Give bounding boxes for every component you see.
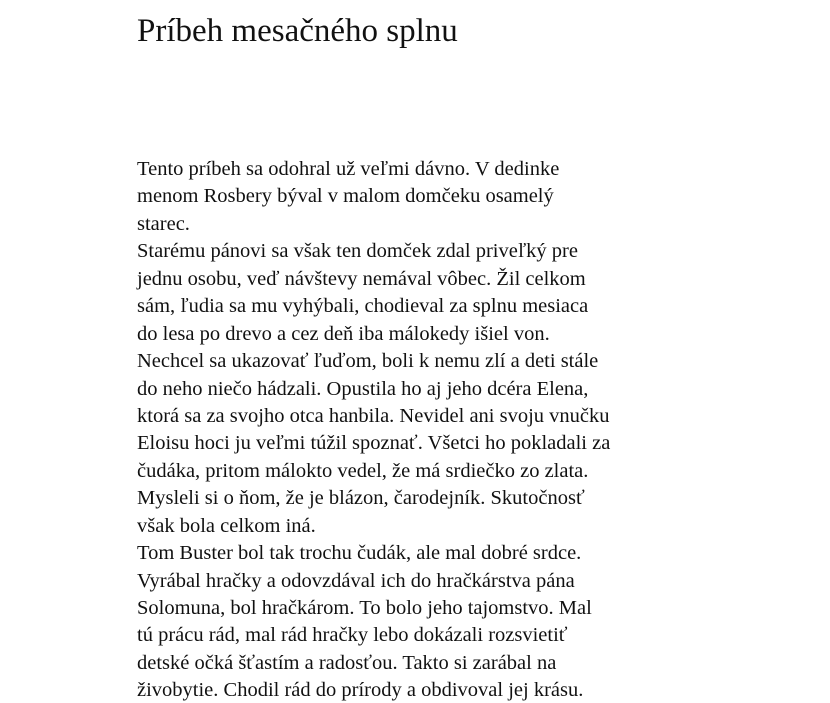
text-line: však bola celkom iná. [137,514,316,537]
text-line: čudáka, pritom málokto vedel, že má srdiečko zo zlata. [137,459,589,482]
text-line: Solomuna, bol hračkárom. To bolo jeho tajomstvo. Mal [137,597,592,619]
text-line: starec. [137,212,190,235]
text-line: tú prácu rád, mal rád hračky lebo dokázali rozsvietiť [137,624,568,647]
text-line: Nechcel sa ukazovať ľuďom, boli k nemu zlí a deti stále [137,350,599,373]
text-line: Tom Buster bol tak trochu čudák, ale mal dobré srdce. [137,542,582,565]
text-line: do lesa po drevo a cez deň iba málokedy išiel von. [137,322,550,345]
text-line: Tento príbeh sa odohral už veľmi dávno. V dedinke [137,158,560,180]
text-line: do neho niečo hádzali. Opustila ho aj jeho dcéra Elena, [137,377,589,400]
text-line: Vyrábal hračky a odovzdával ich do hračkárstva pána [137,569,575,592]
text-line: Mysleli si o ňom, že je blázon, čarodejník. Skutočnosť [137,487,585,510]
text-line: ktorá sa za svojho otca hanbila. Nevidel ani svoju vnučku [137,404,610,427]
text-line: živobytie. Chodil rád do prírody a obdivoval jej krásu. [137,679,584,702]
text-line: jednu osobu, veď návštevy nemával vôbec. Žil celkom [137,267,586,290]
text-line: Eloisu hoci ju veľmi túžil spoznať. Všetci ho pokladali za [137,432,611,455]
text-line: sám, ľudia sa mu vyhýbali, chodieval za splnu mesiaca [137,295,589,318]
text-line: menom Rosbery býval v malom domčeku osamelý [137,185,554,208]
document-title: Príbeh mesačného splnu [137,13,458,49]
text-line: detské očká šťastím a radosťou. Takto si zarábal na [137,651,557,674]
story-text [137,156,610,703]
text-line: Starému pánovi sa však ten domček zdal priveľký pre [137,240,578,263]
